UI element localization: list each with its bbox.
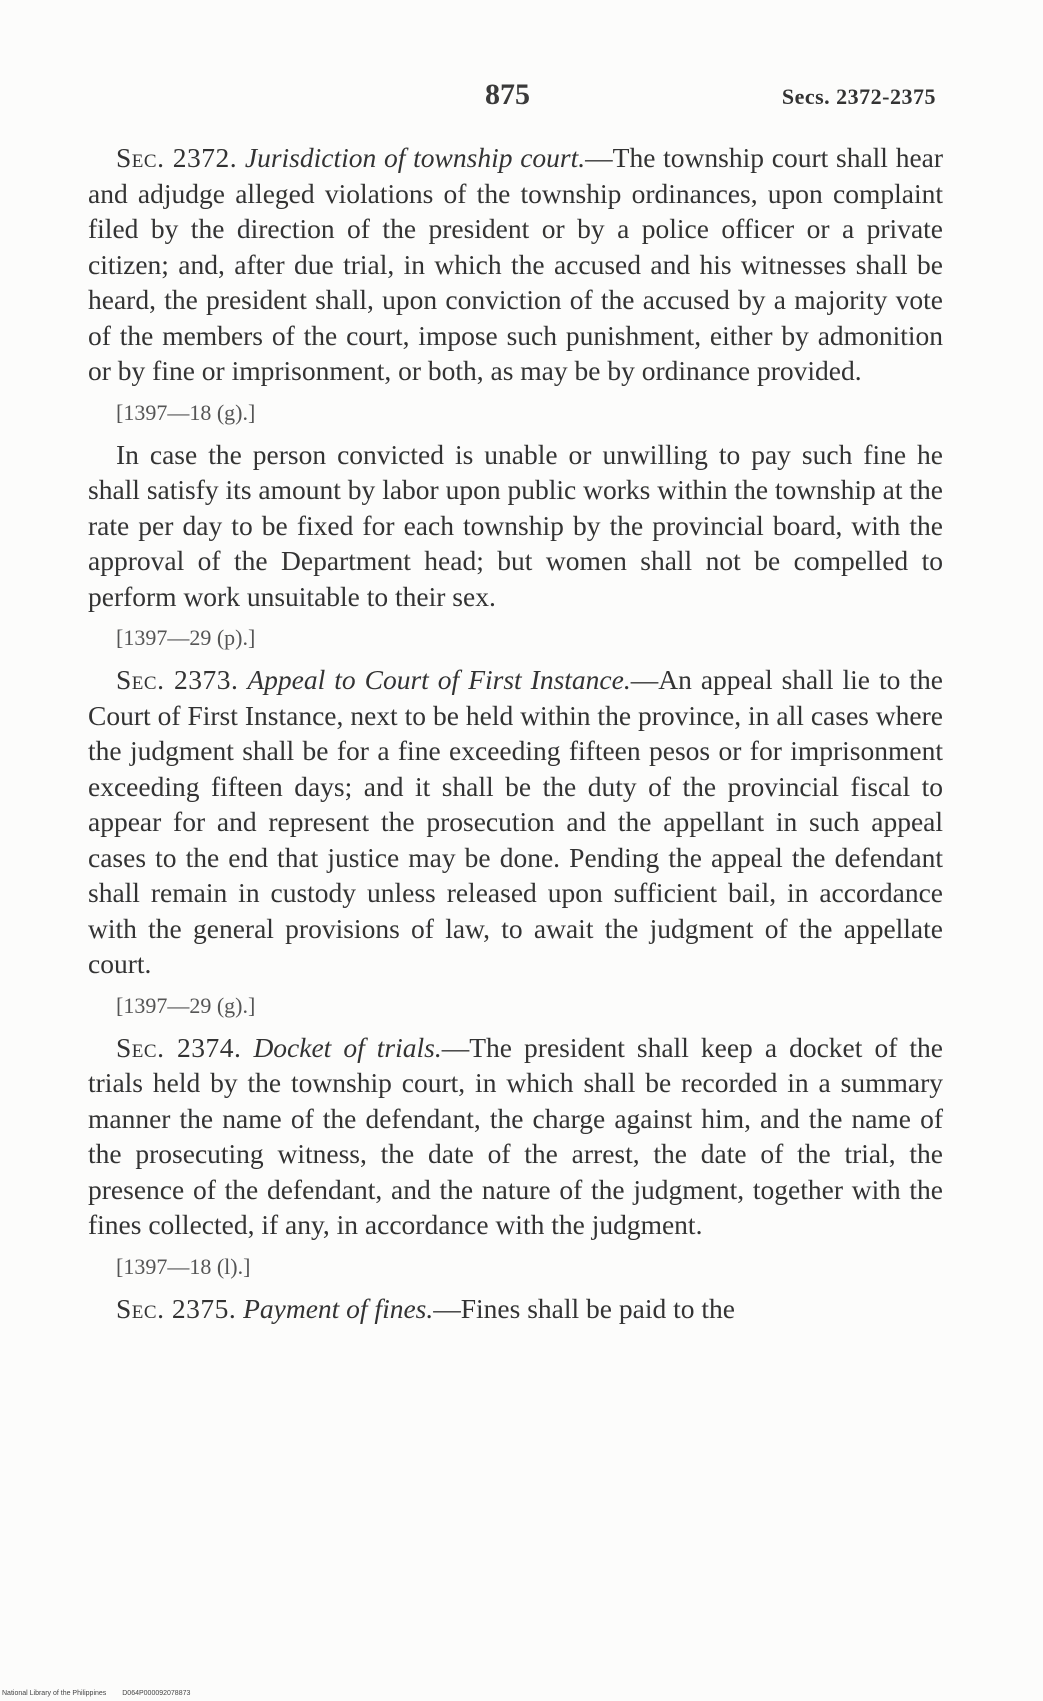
section-label: Sec. 2374. bbox=[116, 1031, 242, 1063]
section-title: Docket of trials. bbox=[253, 1031, 442, 1063]
section-label: Sec. 2373. bbox=[116, 664, 239, 695]
section-label: Sec. 2375. bbox=[116, 1292, 237, 1324]
section-label: Sec. 2372. bbox=[116, 142, 238, 173]
section-text: —Fines shall be paid to the bbox=[433, 1292, 735, 1324]
section-title: Payment of fines. bbox=[243, 1292, 434, 1324]
section-text: —The president shall keep a docket of the trials held by the township court, in which shall be recorded in a summary manner the name of the defendant, the charge against him, and the name of the prosecuting witness, the date of the arrest, the date of the trial, the presence of the defendant, and the nature of the judgment, together with the fines collected, if any, in accordance with the judgment. bbox=[88, 1031, 944, 1240]
page-number: 875 bbox=[485, 78, 530, 111]
section-2372-paragraph-2: In case the person convicted is unable or unwilling to pay such fine he shall satisfy its amount by labor upon public works within the township at the rate per day to be fixed for each township by the provincial board, with the approval of the Department head; but women shall not be compelled to perform work unsuitable to their sex. bbox=[88, 438, 943, 612]
institution-credit: National Library of the Philippines bbox=[2, 1690, 107, 1697]
section-2375 bbox=[88, 1291, 943, 1327]
document-identifier: D064P000092078873 bbox=[122, 1690, 191, 1697]
page-header bbox=[0, 78, 1043, 118]
citation: [1397—18 (l).] bbox=[116, 1253, 251, 1279]
section-text: —An appeal shall lie to the Court of First Instance, next to be held within the province, in all cases where the judgment shall be for a fine exceeding fifteen pesos or for imprisonment exceeding fifteen days; and it shall be the duty of the provincial fiscal to appear for and represent the prosecution and the appellant in such appeal cases to the end that justice may be done. Pending the appeal the defendant shall remain in custody unless released upon sufficient bail, in accordance with the general provisions of law, to await the judgment of the appellate court. bbox=[88, 664, 943, 979]
section-text: —The township court shall hear and adjudge alleged violations of the township ordinances, upon complaint filed by the direction of the president or by a police officer or a private citizen; and, after due trial, in which the accused and his witnesses shall be heard, the president shall, upon conviction of the accused by a majority vote of the members of the court, impose such punishment, either by admonition or by fine or imprisonment, or both, as may be by ordinance provided. bbox=[88, 142, 944, 386]
citation: [1397—29 (p).] bbox=[116, 625, 256, 650]
section-title: Appeal to Court of First Instance. bbox=[247, 664, 631, 695]
citation: [1397—29 (g).] bbox=[116, 992, 256, 1018]
citation: [1397—18 (g).] bbox=[116, 399, 256, 425]
footer-credit bbox=[2, 1690, 204, 1697]
section-2373 bbox=[88, 662, 943, 982]
section-title: Jurisdiction of township court. bbox=[244, 142, 586, 173]
sections-range: Secs. 2372-2375 bbox=[781, 84, 936, 109]
section-2372 bbox=[88, 140, 943, 389]
section-2374 bbox=[88, 1030, 943, 1243]
page-body bbox=[88, 140, 943, 1326]
